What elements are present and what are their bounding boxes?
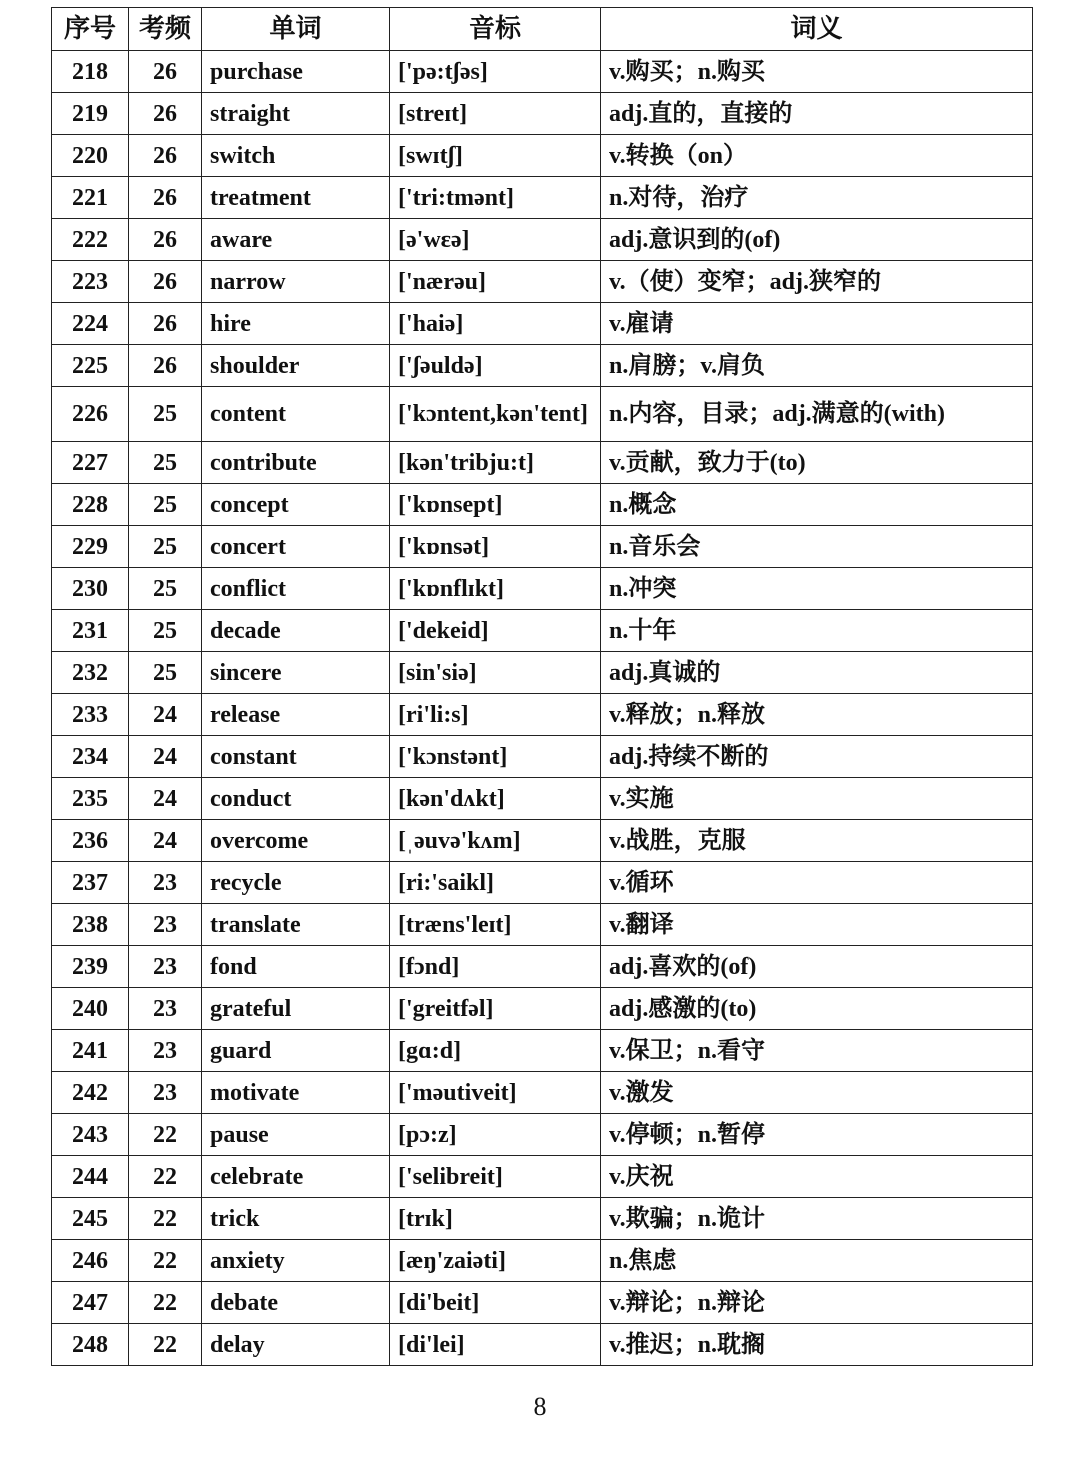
row-phonetic: ['tri:tmənt] <box>390 177 601 219</box>
table-row <box>52 904 1033 946</box>
row-phonetic: [ri'li:s] <box>390 694 601 736</box>
row-index: 246 <box>52 1240 129 1282</box>
row-word: debate <box>202 1282 390 1324</box>
table-row <box>52 862 1033 904</box>
row-frequency: 23 <box>129 1072 202 1114</box>
row-index: 233 <box>52 694 129 736</box>
row-index: 236 <box>52 820 129 862</box>
row-phonetic: [kən'dʌkt] <box>390 778 601 820</box>
table-row <box>52 93 1033 135</box>
row-frequency: 22 <box>129 1114 202 1156</box>
table-row <box>52 1324 1033 1366</box>
row-index: 235 <box>52 778 129 820</box>
row-frequency: 23 <box>129 988 202 1030</box>
row-word: anxiety <box>202 1240 390 1282</box>
row-frequency: 26 <box>129 177 202 219</box>
row-meaning: v.循环 <box>601 862 1033 904</box>
row-meaning: v.欺骗；n.诡计 <box>601 1198 1033 1240</box>
row-frequency: 25 <box>129 526 202 568</box>
table-row <box>52 820 1033 862</box>
row-word: shoulder <box>202 345 390 387</box>
row-meaning: n.概念 <box>601 484 1033 526</box>
header-meaning: 词义 <box>601 8 1033 51</box>
row-phonetic: [træns'leɪt] <box>390 904 601 946</box>
row-meaning: n.十年 <box>601 610 1033 652</box>
row-word: constant <box>202 736 390 778</box>
row-phonetic: [sin'siə] <box>390 652 601 694</box>
row-meaning: n.冲突 <box>601 568 1033 610</box>
row-phonetic: ['kɒnsept] <box>390 484 601 526</box>
row-frequency: 25 <box>129 442 202 484</box>
row-meaning: v.购买；n.购买 <box>601 51 1033 93</box>
row-word: content <box>202 387 390 442</box>
row-phonetic: ['ʃəuldə] <box>390 345 601 387</box>
row-index: 221 <box>52 177 129 219</box>
table-body <box>52 51 1033 1366</box>
row-frequency: 22 <box>129 1282 202 1324</box>
row-frequency: 22 <box>129 1324 202 1366</box>
header-phonetic: 音标 <box>390 8 601 51</box>
row-meaning: v.转换（on） <box>601 135 1033 177</box>
row-word: translate <box>202 904 390 946</box>
row-phonetic: ['haiə] <box>390 303 601 345</box>
row-meaning: adj.喜欢的(of) <box>601 946 1033 988</box>
row-index: 229 <box>52 526 129 568</box>
table-row <box>52 261 1033 303</box>
row-frequency: 22 <box>129 1156 202 1198</box>
row-phonetic: ['selibreit] <box>390 1156 601 1198</box>
row-meaning: v.雇请 <box>601 303 1033 345</box>
row-index: 245 <box>52 1198 129 1240</box>
row-word: release <box>202 694 390 736</box>
row-frequency: 26 <box>129 303 202 345</box>
row-phonetic: ['nærəu] <box>390 261 601 303</box>
table-row <box>52 484 1033 526</box>
row-word: concert <box>202 526 390 568</box>
row-word: guard <box>202 1030 390 1072</box>
table-row <box>52 219 1033 261</box>
row-frequency: 26 <box>129 93 202 135</box>
row-index: 224 <box>52 303 129 345</box>
row-word: treatment <box>202 177 390 219</box>
row-index: 238 <box>52 904 129 946</box>
row-phonetic: ['kɒnsət] <box>390 526 601 568</box>
row-meaning: adj.持续不断的 <box>601 736 1033 778</box>
table-row <box>52 694 1033 736</box>
row-phonetic: [gɑ:d] <box>390 1030 601 1072</box>
row-word: conflict <box>202 568 390 610</box>
row-frequency: 24 <box>129 820 202 862</box>
header-frequency: 考频 <box>129 8 202 51</box>
row-word: concept <box>202 484 390 526</box>
row-meaning: v.战胜，克服 <box>601 820 1033 862</box>
row-meaning: v.（使）变窄；adj.狭窄的 <box>601 261 1033 303</box>
header-word: 单词 <box>202 8 390 51</box>
row-frequency: 25 <box>129 652 202 694</box>
row-index: 227 <box>52 442 129 484</box>
row-phonetic: ['greitfəl] <box>390 988 601 1030</box>
row-frequency: 22 <box>129 1198 202 1240</box>
row-phonetic: [æŋ'zaiəti] <box>390 1240 601 1282</box>
row-word: decade <box>202 610 390 652</box>
table-row <box>52 1072 1033 1114</box>
row-meaning: v.翻译 <box>601 904 1033 946</box>
row-frequency: 26 <box>129 219 202 261</box>
row-word: straight <box>202 93 390 135</box>
row-index: 243 <box>52 1114 129 1156</box>
row-meaning: v.庆祝 <box>601 1156 1033 1198</box>
row-meaning: v.激发 <box>601 1072 1033 1114</box>
page-number: 8 <box>533 1392 547 1421</box>
row-phonetic: ['kɔnstənt] <box>390 736 601 778</box>
row-index: 225 <box>52 345 129 387</box>
row-phonetic: [di'beit] <box>390 1282 601 1324</box>
table-row <box>52 1030 1033 1072</box>
row-index: 219 <box>52 93 129 135</box>
row-meaning: adj.感激的(to) <box>601 988 1033 1030</box>
row-word: hire <box>202 303 390 345</box>
row-word: purchase <box>202 51 390 93</box>
table-row <box>52 568 1033 610</box>
row-index: 241 <box>52 1030 129 1072</box>
row-index: 232 <box>52 652 129 694</box>
row-meaning: adj.真诚的 <box>601 652 1033 694</box>
row-frequency: 25 <box>129 484 202 526</box>
row-meaning: n.内容，目录；adj.满意的(with) <box>601 387 1033 442</box>
row-index: 237 <box>52 862 129 904</box>
row-index: 231 <box>52 610 129 652</box>
row-meaning: v.实施 <box>601 778 1033 820</box>
table-row <box>52 778 1033 820</box>
row-phonetic: [ri:'saikl] <box>390 862 601 904</box>
row-word: trick <box>202 1198 390 1240</box>
table-row <box>52 988 1033 1030</box>
row-word: contribute <box>202 442 390 484</box>
row-word: aware <box>202 219 390 261</box>
header-index: 序号 <box>52 8 129 51</box>
row-word: recycle <box>202 862 390 904</box>
row-index: 226 <box>52 387 129 442</box>
row-meaning: n.焦虑 <box>601 1240 1033 1282</box>
vocabulary-table <box>51 7 1033 1366</box>
row-phonetic: [ə'wɛə] <box>390 219 601 261</box>
row-frequency: 24 <box>129 778 202 820</box>
row-phonetic: ['kɒnflɪkt] <box>390 568 601 610</box>
row-word: overcome <box>202 820 390 862</box>
row-index: 230 <box>52 568 129 610</box>
table-row <box>52 1198 1033 1240</box>
row-phonetic: ['pə:tʃəs] <box>390 51 601 93</box>
row-word: conduct <box>202 778 390 820</box>
row-frequency: 23 <box>129 862 202 904</box>
row-word: grateful <box>202 988 390 1030</box>
row-word: fond <box>202 946 390 988</box>
row-index: 247 <box>52 1282 129 1324</box>
row-frequency: 26 <box>129 135 202 177</box>
table-row <box>52 610 1033 652</box>
row-index: 239 <box>52 946 129 988</box>
table-row <box>52 1156 1033 1198</box>
row-word: celebrate <box>202 1156 390 1198</box>
row-frequency: 25 <box>129 610 202 652</box>
row-word: sincere <box>202 652 390 694</box>
table-row <box>52 1114 1033 1156</box>
row-phonetic: ['məutiveit] <box>390 1072 601 1114</box>
row-frequency: 26 <box>129 261 202 303</box>
row-meaning: v.停顿；n.暂停 <box>601 1114 1033 1156</box>
table-header <box>52 8 1033 51</box>
row-meaning: n.肩膀；v.肩负 <box>601 345 1033 387</box>
row-meaning: adj.直的，直接的 <box>601 93 1033 135</box>
row-frequency: 26 <box>129 51 202 93</box>
table-row <box>52 526 1033 568</box>
row-meaning: v.释放；n.释放 <box>601 694 1033 736</box>
row-frequency: 24 <box>129 736 202 778</box>
row-index: 248 <box>52 1324 129 1366</box>
row-word: pause <box>202 1114 390 1156</box>
table-row <box>52 1282 1033 1324</box>
table-row <box>52 736 1033 778</box>
row-index: 223 <box>52 261 129 303</box>
row-phonetic: [trɪk] <box>390 1198 601 1240</box>
row-word: switch <box>202 135 390 177</box>
row-frequency: 23 <box>129 946 202 988</box>
table-row <box>52 652 1033 694</box>
row-frequency: 24 <box>129 694 202 736</box>
row-index: 234 <box>52 736 129 778</box>
table-row <box>52 387 1033 442</box>
table-row <box>52 51 1033 93</box>
row-meaning: v.保卫；n.看守 <box>601 1030 1033 1072</box>
row-phonetic: [kən'tribju:t] <box>390 442 601 484</box>
row-phonetic: ['dekeid] <box>390 610 601 652</box>
row-meaning: v.贡献，致力于(to) <box>601 442 1033 484</box>
row-meaning: n.音乐会 <box>601 526 1033 568</box>
row-word: delay <box>202 1324 390 1366</box>
row-word: motivate <box>202 1072 390 1114</box>
table-row <box>52 345 1033 387</box>
row-phonetic: [di'lei] <box>390 1324 601 1366</box>
row-index: 244 <box>52 1156 129 1198</box>
row-phonetic: [fɔnd] <box>390 946 601 988</box>
row-index: 228 <box>52 484 129 526</box>
row-meaning: n.对待，治疗 <box>601 177 1033 219</box>
row-frequency: 23 <box>129 904 202 946</box>
row-frequency: 26 <box>129 345 202 387</box>
row-meaning: v.辩论；n.辩论 <box>601 1282 1033 1324</box>
row-meaning: v.推迟；n.耽搁 <box>601 1324 1033 1366</box>
row-phonetic: ['kɔntent,kən'tent] <box>390 387 601 442</box>
table-row <box>52 135 1033 177</box>
row-phonetic: [streɪt] <box>390 93 601 135</box>
row-index: 220 <box>52 135 129 177</box>
table-row <box>52 1240 1033 1282</box>
row-index: 222 <box>52 219 129 261</box>
row-index: 218 <box>52 51 129 93</box>
table-row <box>52 177 1033 219</box>
row-frequency: 23 <box>129 1030 202 1072</box>
row-word: narrow <box>202 261 390 303</box>
row-phonetic: [ˌəuvə'kʌm] <box>390 820 601 862</box>
table-row <box>52 946 1033 988</box>
row-index: 242 <box>52 1072 129 1114</box>
row-meaning: adj.意识到的(of) <box>601 219 1033 261</box>
row-phonetic: [swɪtʃ] <box>390 135 601 177</box>
table-row <box>52 442 1033 484</box>
row-phonetic: [pɔ:z] <box>390 1114 601 1156</box>
row-index: 240 <box>52 988 129 1030</box>
table-row <box>52 303 1033 345</box>
row-frequency: 22 <box>129 1240 202 1282</box>
row-frequency: 25 <box>129 568 202 610</box>
row-frequency: 25 <box>129 387 202 442</box>
header-row <box>52 8 1033 51</box>
